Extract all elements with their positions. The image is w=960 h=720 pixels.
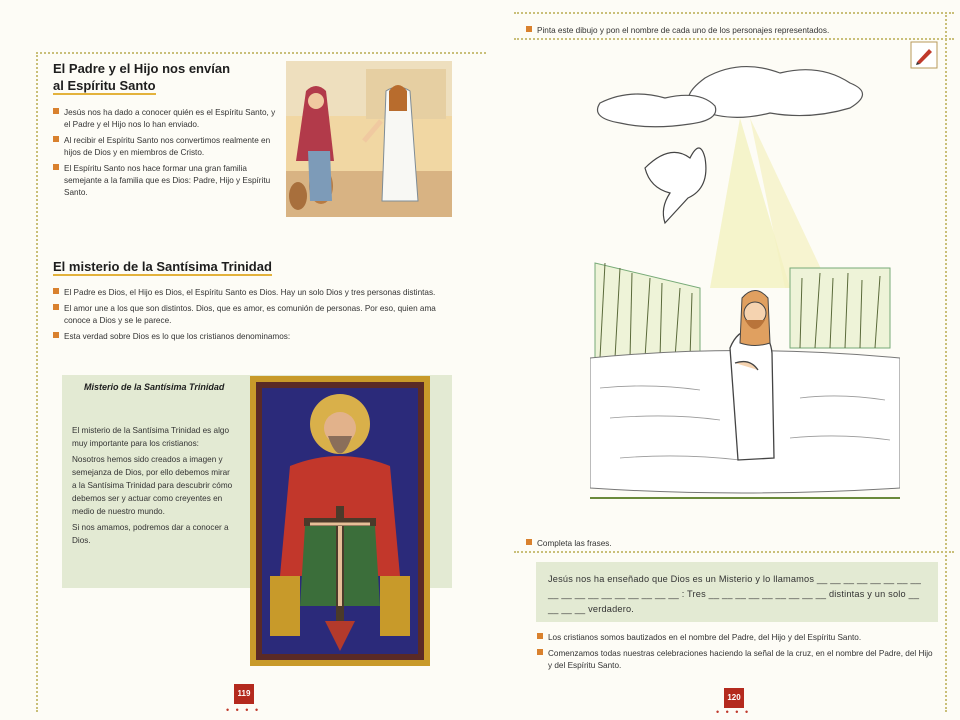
list-item: Jesús nos ha dado a conocer quién es el Espíritu Santo, y el Padre y el Hijo nos lo han enviado. [53,107,278,131]
list-item: Comenzamos todas nuestras celebraciones haciendo la señal de la cruz, en el nombre del Padre, del Hijo y del Espíritu Santo. [537,648,937,672]
section2-bullets [53,287,458,347]
list-item: El amor une a los que son distintos. Dios, que es amor, es comunión de personas. Por eso, quien ama conoce a Dios y se le parece. [53,303,458,327]
top-dotted-rule [36,52,486,54]
section1-bullets [53,107,278,203]
trinity-box-text: El misterio de la Santísima Trinidad es algo muy importante para los cristianos: Nosotros hemos sido creados a imagen y semejanza de Dios, por ello debemos mirar a la Santísima Trinidad para descubrir cómo debemos ser y actuar como creyentes en medio de nuestro mundo. Si nos amamos, podremos dar a conocer a Dios. [72,426,233,545]
right-dotted-rule [945,12,947,712]
instruction-paint: Pinta este dibujo y pon el nombre de cada uno de los personajes representados. [526,26,829,35]
list-item: El Padre es Dios, el Hijo es Dios, el Espíritu Santo es Dios. Hay un solo Dios y tres personas distintas. [53,287,458,299]
top-dotted-rule-right [514,12,954,14]
rule-under-complete [514,551,954,553]
list-item: El Espíritu Santo nos hace formar una gran familia semejante a la familia que es Dios: Padre, Hijo y Espíritu Santo. [53,163,278,199]
instruction-complete: Completa las frases. [526,539,612,548]
right-page [490,0,960,720]
left-dotted-rule [36,52,38,712]
list-item: Al recibir el Espíritu Santo nos convertimos realmente en hijos de Dios y en miembros de Cristo. [53,135,278,159]
page-number-dots: • • • • [226,705,261,715]
list-item: Los cristianos somos bautizados en el nombre del Padre, del Hijo y del Espíritu Santo. [537,632,937,644]
section2-title: El misterio de la Santísima Trinidad [53,259,272,274]
baptism-drawing [590,58,900,523]
fill-in-sentence: Jesús nos ha enseñado que Dios es un Misterio y lo llamamos __ __ __ __ __ __ __ __ __ __ __ __ __ __ __ __ __ __ : Tres __ __ __ __ __ __ __ __ __ distintas y un solo __ __ __ __ verdadero. [536,562,938,622]
trinity-painting [250,376,430,666]
section1-title: El Padre y el Hijo nos envían al Espíritu Santo [53,61,231,93]
rule-under-instruction [514,38,954,40]
trinity-box-title: Misterio de la Santísima Trinidad [84,382,225,392]
page-number-119: 119 [234,684,254,704]
pencil-icon [910,41,938,69]
jesus-illustration [286,61,452,217]
page-number-120: 120 [724,688,744,708]
right-bullets [537,632,937,676]
page-number-dots-right: • • • • [716,707,751,717]
list-item: Esta verdad sobre Dios es lo que los cristianos denominamos: [53,331,458,343]
